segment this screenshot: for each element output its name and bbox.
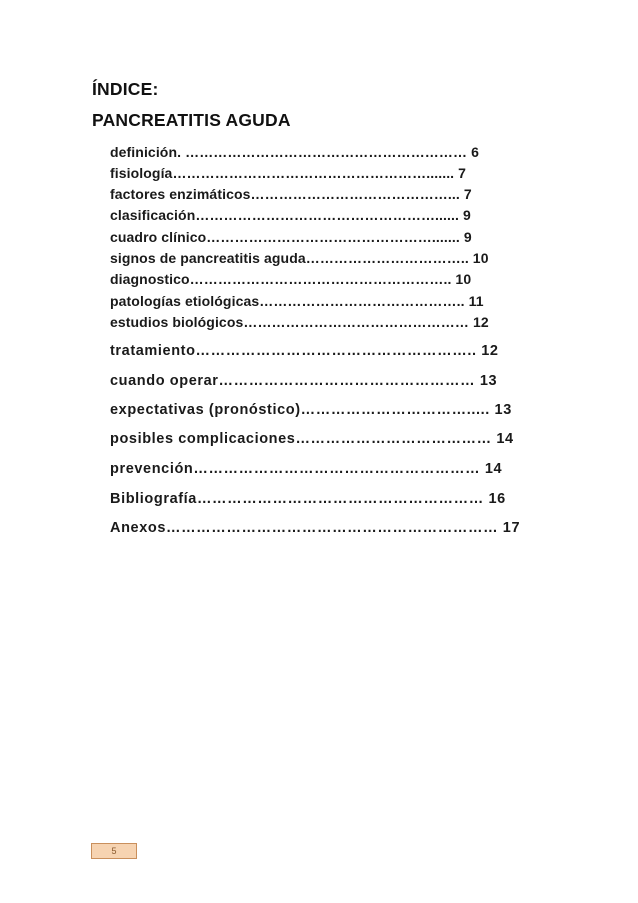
toc-entry: signos de pancreatitis aguda…………………………….. 10 [110,250,489,266]
toc-entry: tratamiento……………………………………………….. 12 [110,343,499,359]
toc-entry: expectativas (pronóstico)……………………………..... 13 [110,402,512,418]
toc-entry: definición. …………………………………………………… 6 [110,144,479,160]
toc-entry: diagnostico……………………………………………….. 10 [110,271,472,287]
document-title: PANCREATITIS AGUDA [92,110,291,130]
toc-entry: patologías etiológicas…………………………………….. 11 [110,293,484,309]
toc-entry: estudios biológicos………………………………………… 12 [110,314,489,330]
toc-entry: cuando operar…………………………………………… 13 [110,373,498,389]
toc-entry: clasificación……………………………………………...... 9 [110,207,471,223]
index-heading: ÍNDICE: [92,79,159,99]
toc-entry: posibles complicaciones………………………………… 14 [110,431,514,447]
page-number-badge: 5 [91,843,137,859]
toc-entry: Bibliografía………………………………………………… 16 [110,491,506,507]
toc-entry: factores enzimáticos……………………………………... 7 [110,186,472,202]
toc-entry: prevención………………………………………………… 14 [110,461,503,477]
toc-entry: fisiología………………………………………………....... 7 [110,165,467,181]
toc-entry: cuadro clínico…………………………………………....... 9 [110,229,472,245]
toc-entry: Anexos………………………………………………………… 17 [110,520,521,536]
